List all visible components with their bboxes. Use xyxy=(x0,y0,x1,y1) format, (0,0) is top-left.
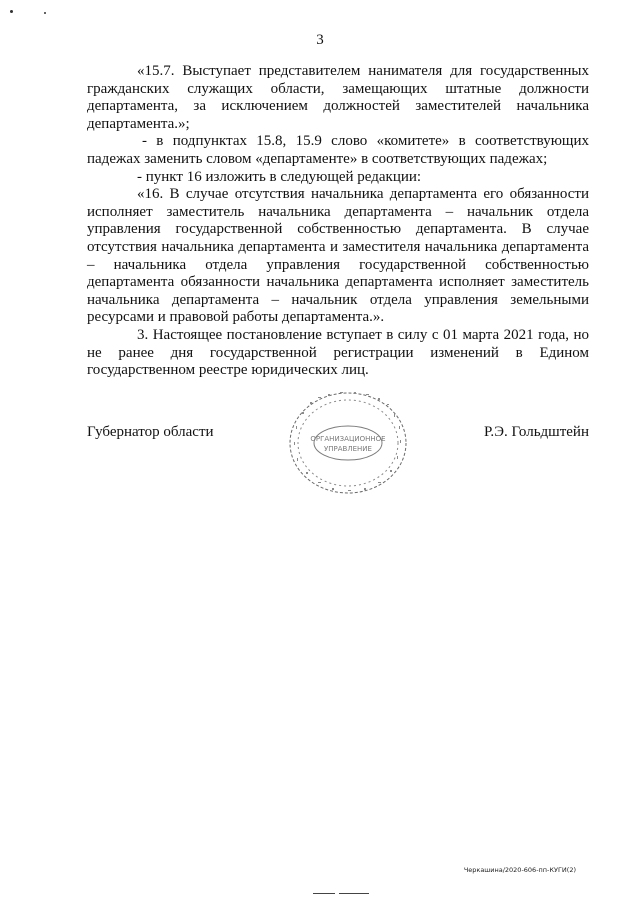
footer-divider xyxy=(313,893,369,895)
scan-speck xyxy=(44,12,46,14)
paragraph-3-effective-date: 3. Настоящее постановление вступает в силу с 01 марта 2021 года, но не ранее дня государственной регистрации изменений в Едином государственном реестре юридических лиц. xyxy=(87,326,589,379)
scan-speck xyxy=(10,10,13,13)
page-number: 3 xyxy=(316,32,324,48)
document-registration-code: Черкашина/2020-606-пп-КУГИ(2) xyxy=(463,866,576,874)
paragraph-point-16-intro: - пункт 16 изложить в следующей редакции: xyxy=(137,168,422,185)
paragraph-15-7: «15.7. Выступает представителем нанимателя для государственных гражданских служащих области, замещающих штатные должности департамента, за исключением должностей заместителей начальника департамента.»; xyxy=(87,63,589,132)
signatory-position: Губернатор области xyxy=(87,424,214,440)
official-stamp xyxy=(284,388,412,498)
signatory-name: Р.Э. Гольдштейн xyxy=(483,424,589,440)
paragraph-subpoints-15-8-15-9: - в подпунктах 15.8, 15.9 слово «комитете» в соответствующих падежах заменить словом «департаменте» в соответствующих падежах; xyxy=(87,133,589,167)
document-body xyxy=(87,63,589,380)
stamp-center-line-1: ОРГАНИЗАЦИОННОЕ xyxy=(310,435,386,443)
paragraph-16: «16. В случае отсутствия начальника департамента его обязанности исполняет заместитель начальника департамента – начальник отдела управления государственной собственностью департамента. В случае отсутствия начальника департамента и заместителя начальника департамента – начальника отдела управления государственной собственностью департамента обязанности начальника департамента исполняет заместитель начальника департамента – начальник отдела управления земельными ресурсами и правовой работы департамента.». xyxy=(87,186,589,326)
stamp-center-line-2: УПРАВЛЕНИЕ xyxy=(324,445,372,453)
